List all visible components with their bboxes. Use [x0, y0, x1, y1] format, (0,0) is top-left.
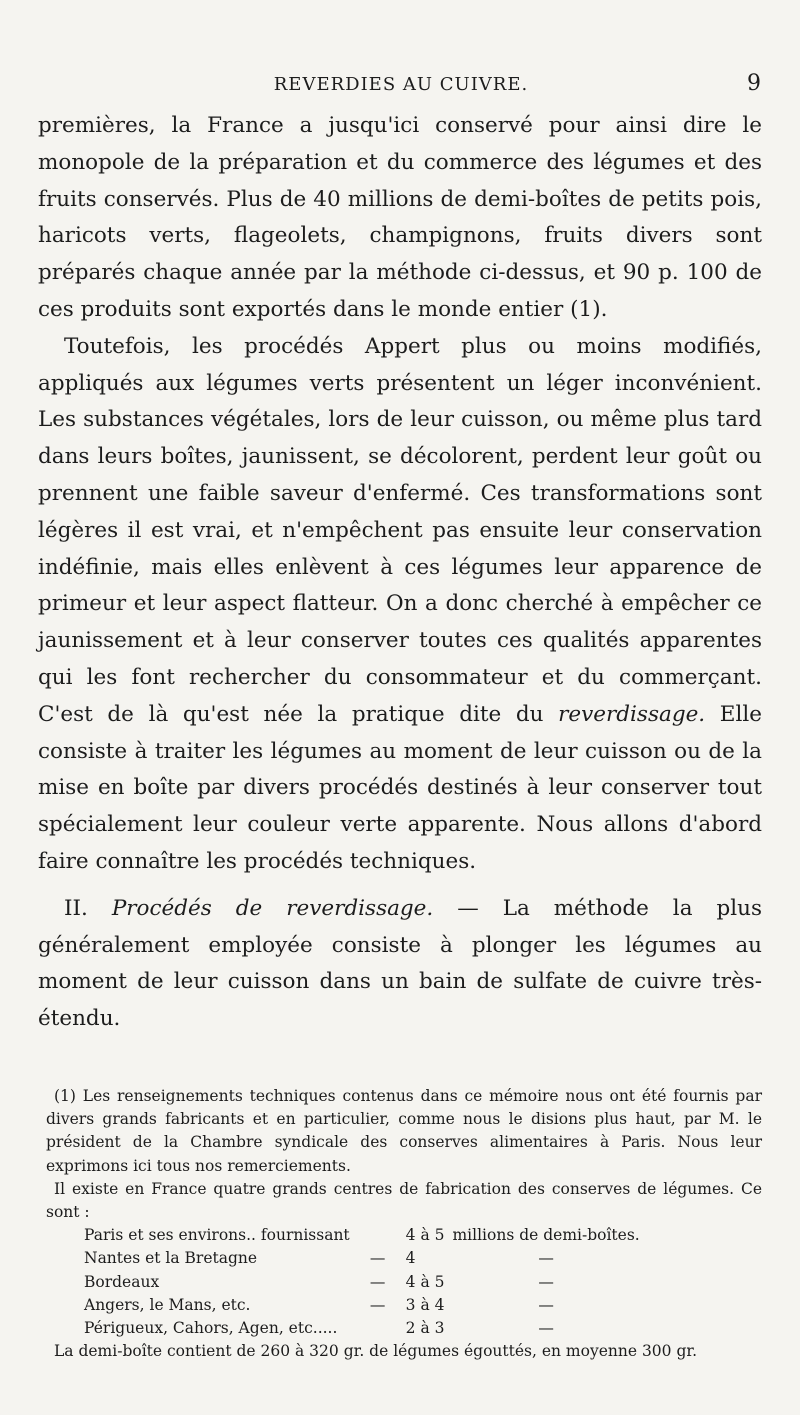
centre-range: 4 à 5 — [405, 1226, 445, 1245]
italic-term: reverdissage. — [558, 701, 706, 727]
footnote-1: (1) Les renseignements techniques contenus dans ce mémoire nous ont été fournis par divers grands fabricants et en particulier, comme nous le disions plus haut, par M. le président de la Chambre syndicale des conserves alimentaires à Paris. Nous leur exprimons ici tous nos remerciements. — [46, 1087, 762, 1175]
paragraph-toutefois — [38, 329, 762, 881]
main-text — [38, 108, 762, 1038]
centre-place: Bordeaux — [84, 1272, 160, 1291]
footnote — [46, 1085, 762, 1363]
paragraph-text: Elle consiste à traiter les légumes au moment de leur cuisson ou de la mise en boîte par divers procédés destinés à leur conserver tout spécialement leur couleur verte apparente. Nous allons d'abord faire connaître les procédés techniques. — [38, 701, 762, 874]
table-row — [84, 1271, 648, 1294]
paragraph-continued: premières, la France a jusqu'ici conservé pour ainsi dire le monopole de la préparation et du commerce des légumes et des fruits conservés. Plus de 40 millions de demi-boîtes de petits pois, haricots verts, flageolets, champignons, fruits divers sont préparés chaque année par la méthode ci-dessus, et 90 p. 100 de ces produits sont exportés dans le monde entier (1). — [38, 113, 762, 322]
centre-place: Angers, le Mans, etc. — [84, 1295, 251, 1314]
centre-unit: — — [538, 1249, 554, 1268]
running-title: REVERDIES AU CUIVRE. — [273, 74, 529, 95]
page-number: 9 — [747, 71, 762, 96]
centre-sep — [358, 1317, 406, 1340]
paragraph-section-ii — [38, 891, 762, 1038]
running-header — [40, 71, 762, 102]
table-row — [84, 1294, 648, 1317]
footnote-intro: Il existe en France quatre grands centres de fabrication des conserves de légumes. Ce sont : — [46, 1179, 762, 1222]
centre-place: Nantes et la Bretagne — [84, 1249, 258, 1268]
centre-sep — [358, 1224, 406, 1247]
centre-place: Paris et ses environs.. fournissant — [84, 1226, 350, 1245]
section-heading: Procédés de reverdissage. — [111, 895, 434, 921]
paragraph-text: — La méthode la plus généralement employée consiste à plonger les légumes au moment de leur cuisson dans un bain de sulfate de cuivre très-étendu. — [38, 895, 763, 1032]
production-centres-table — [84, 1224, 648, 1340]
centre-place: Périgueux, Cahors, Agen, etc..... — [84, 1319, 338, 1338]
table-row — [84, 1247, 648, 1270]
centre-sep: — — [369, 1249, 386, 1268]
centre-unit: — — [538, 1319, 554, 1338]
table-row — [84, 1317, 648, 1340]
centre-sep: — — [369, 1295, 386, 1314]
footnote-outro: La demi-boîte contient de 260 à 320 gr. de légumes égouttés, en moyenne 300 gr. — [54, 1342, 698, 1361]
section-numeral: II. — [64, 895, 112, 921]
table-row — [84, 1224, 648, 1247]
centre-sep: — — [369, 1272, 386, 1291]
centre-unit: millions de demi-boîtes. — [452, 1226, 640, 1245]
centre-range: 4 à 5 — [405, 1272, 445, 1291]
centre-range: 4 — [405, 1249, 416, 1268]
centre-range: 3 à 4 — [405, 1295, 445, 1314]
centre-unit: — — [538, 1295, 554, 1314]
paragraph-text: Toutefois, les procédés Appert plus ou moins modifiés, appliqués aux légumes verts présentent un léger inconvénient. Les substances végétales, lors de leur cuisson, ou même plus tard dans leurs boîtes, jaunissent, se décolorent, perdent leur goût ou prennent une faible saveur d'enfermé. Ces transformations sont légères il est vrai, et n'empêchent pas ensuite leur conservation indéfinie, mais elles enlèvent à ces légumes leur apparence de primeur et leur aspect flatteur. On a donc cherché à empêcher ce jaunissement et à leur conserver toutes ces qualités apparentes qui les font rechercher du consommateur et du commerçant. C'est de là qu'est née la pratique dite du — [38, 333, 762, 727]
centre-unit: — — [538, 1272, 554, 1291]
centre-range: 2 à 3 — [405, 1319, 445, 1338]
